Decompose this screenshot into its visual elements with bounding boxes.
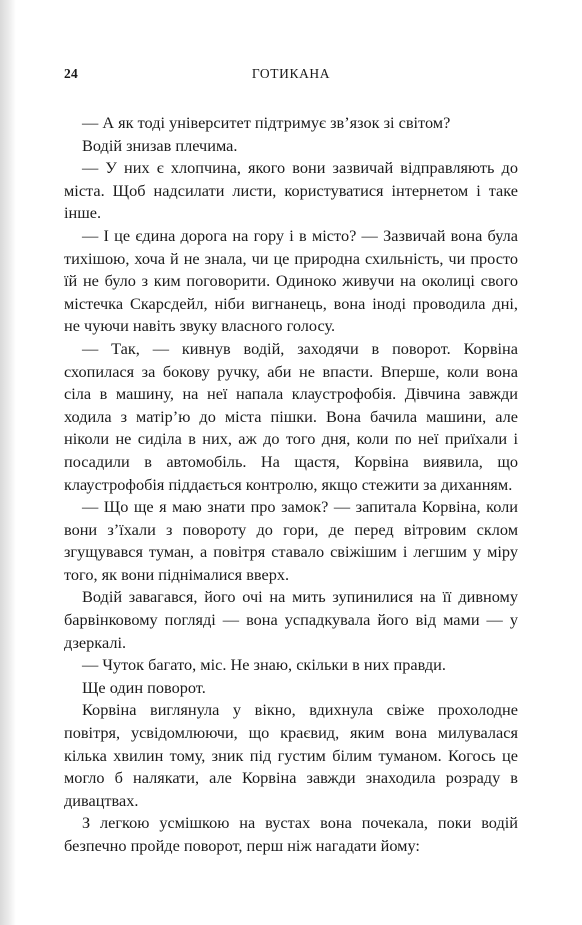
- paragraph: — А як тоді університет підтримує зв’язок зі світом?: [82, 113, 451, 132]
- page-header: [64, 66, 518, 86]
- paragraph: Корвіна виглянула у вікно, вдихнула свіже прохолодне повітря, усвідомлюючи, що краєвид, яким вона милувалася кілька хвилин тому, зник під густим білим туманом. Когось це могло б налякати, але Корвіна завжди знаходила розраду в дивацтвах.: [64, 700, 518, 810]
- page-gutter-shadow: [0, 0, 16, 925]
- running-head: ГОТИКАНА: [251, 66, 331, 81]
- paragraph: Водій знизав плечима.: [82, 135, 238, 155]
- paragraph: — І це єдина дорога на гору і в місто? — Зазвичай вона була тихішою, хоча й не знала, чи це природна схильність, чи просто їй не було з ким поговорити. Одиноко живучи на околиці свого містечка Скарсдейл, ніби вигнанець, вона іноді проводила дні, не чуючи навіть звуку власного голосу.: [64, 225, 518, 336]
- page-number: 24: [64, 66, 78, 81]
- paragraph: Водій завагався, його очі на мить зупинилися на її дивному барвінковому погляді — вона успадкувала його від мами — у дзеркалі.: [64, 587, 518, 652]
- body-text: [64, 112, 518, 858]
- paragraph: — Чуток багато, міс. Не знаю, скільки в них правди.: [82, 655, 446, 675]
- paragraph: З легкою усмішкою на вустах вона почекала, поки водій безпечно пройде поворот, перш ніж нагадати йому:: [64, 813, 518, 855]
- paragraph: — Так, — кивнув водій, заходячи в поворот. Корвіна схопилася за бокову ручку, аби не впасти. Вперше, коли вона сіла в машину, на неї напала клаустрофобія. Дівчина завжди ходила з матір’ю до міста пішки. Вона бачила машини, але ніколи не сиділа в них, аж до того дня, коли по неї приїхали і посадили в автомобіль. На щастя, Корвіна виявила, що клаустрофобія піддається контролю, якщо стежити за диханням.: [64, 338, 518, 494]
- paragraph: — Що ще я маю знати про замок? — запитала Корвіна, коли вони з’їхали з повороту до гори, де перед вітровим склом згущувався туман, а повітря ставало свіжішим і легшим у міру того, як вони піднімалися вверх.: [64, 497, 518, 584]
- paragraph: Ще один поворот.: [82, 677, 206, 697]
- paragraph: — У них є хлопчина, якого вони зазвичай відправляють до міста. Щоб надсилати листи, користуватися інтернетом і таке інше.: [64, 158, 518, 223]
